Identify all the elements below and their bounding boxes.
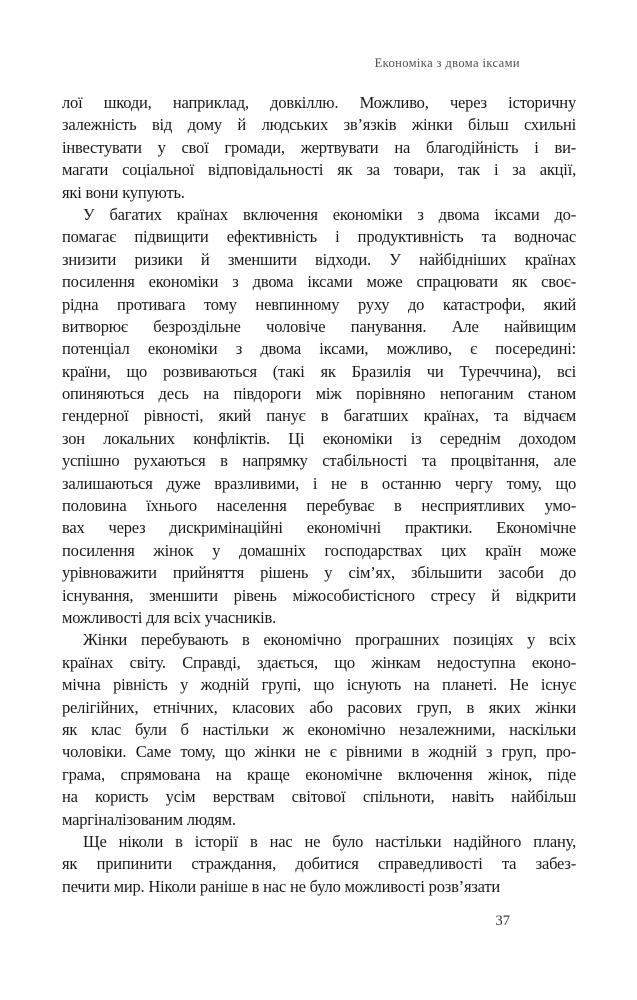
text-line: магати соціальної відповідальності як за товари, так і за акції, bbox=[62, 160, 576, 180]
text-line: на користь усім верствам світової спільноти, навіть найбільш bbox=[62, 787, 576, 807]
text-line: залишаються дуже вразливими, і не в останню чергу тому, що bbox=[62, 473, 576, 493]
text-line: можливості для всіх учасників. bbox=[62, 607, 277, 627]
running-header: Економіка з двома іксами bbox=[374, 56, 520, 70]
paragraph bbox=[62, 92, 576, 204]
text-line: країнах світу. Справді, здається, що жінкам недоступна еконо- bbox=[62, 652, 576, 672]
text-line: У багатих країнах включення економіки з двома іксами до- bbox=[83, 204, 576, 224]
text-line: країни, що розвиваються (такі як Бразилія чи Туреччина), всі bbox=[62, 361, 576, 381]
paragraph bbox=[62, 629, 576, 831]
text-line: інвестувати у свої громади, жертвувати на благодійність і ви- bbox=[62, 137, 576, 157]
text-line: посилення жінок у домашніх господарствах цих країн може bbox=[62, 540, 576, 560]
text-line: Ще ніколи в історії в нас не було настільки надійного плану, bbox=[83, 831, 576, 851]
text-line: успішно рухаються в напрямку стабільності та процвітання, але bbox=[62, 451, 576, 471]
text-line: зон локальних конфліктів. Ці економіки із середнім доходом bbox=[62, 428, 576, 448]
text-line: як клас були б настільки ж економічно незалежними, наскільки bbox=[62, 719, 576, 739]
text-line: існування, зменшити рівень міжособистісного стресу й відкрити bbox=[62, 585, 576, 605]
body-text bbox=[62, 92, 576, 898]
page-number: 37 bbox=[495, 913, 510, 929]
text-line: помагає підвищити ефективність і продуктивність та водночас bbox=[62, 227, 576, 247]
text-line: посилення економіки з двома іксами може спрацювати як своє- bbox=[62, 272, 576, 292]
paragraph bbox=[62, 831, 576, 898]
text-line: вах через дискримінаційні економічні практики. Економічне bbox=[62, 518, 576, 538]
text-line: релігійних, етнічних, класових або расових груп, в яких жінки bbox=[62, 697, 576, 717]
paragraph bbox=[62, 204, 576, 629]
text-line: Жінки перебувають в економічно програшних позиціях у всіх bbox=[83, 630, 576, 650]
text-line: залежність від дому й людських зв’язків жінки більш схильні bbox=[62, 115, 576, 135]
text-line: рідна противага тому невпинному руху до катастрофи, який bbox=[62, 294, 576, 314]
text-line: мічна рівність у жодній групі, що існують на планеті. Не існує bbox=[62, 675, 576, 695]
text-line: потенціал економіки з двома іксами, можливо, є посередині: bbox=[62, 339, 576, 359]
text-line: опиняються десь на півдороги між порівняно непоганим станом bbox=[62, 384, 576, 404]
text-line: лої шкоди, наприклад, довкіллю. Можливо, через історичну bbox=[62, 93, 576, 112]
text-line: маргіналізованим людям. bbox=[62, 809, 236, 829]
text-line: урівноважити прийняття рішень у сім’ях, збільшити засоби до bbox=[62, 563, 576, 583]
text-line: печити мир. Ніколи раніше в нас не було можливості розв’язати bbox=[62, 876, 501, 896]
text-line: гендерної рівності, який панує в багатших країнах, та відчаєм bbox=[62, 406, 576, 426]
text-line: витворює безроздільне чоловіче панування. Але найвищим bbox=[62, 316, 576, 336]
text-line: половина їхнього населення перебуває в несприятливих умо- bbox=[62, 496, 576, 516]
text-line: знизити ризики й зменшити відходи. У найбідніших країнах bbox=[62, 249, 576, 269]
text-line: грама, спрямована на краще економічне включення жінок, піде bbox=[62, 764, 576, 784]
text-line: як припинити страждання, добитися справедливості та забез- bbox=[62, 854, 576, 874]
text-line: чоловіки. Саме тому, що жінки не є рівними в жодній з груп, про- bbox=[62, 742, 576, 762]
text-line: які вони купують. bbox=[62, 182, 185, 202]
